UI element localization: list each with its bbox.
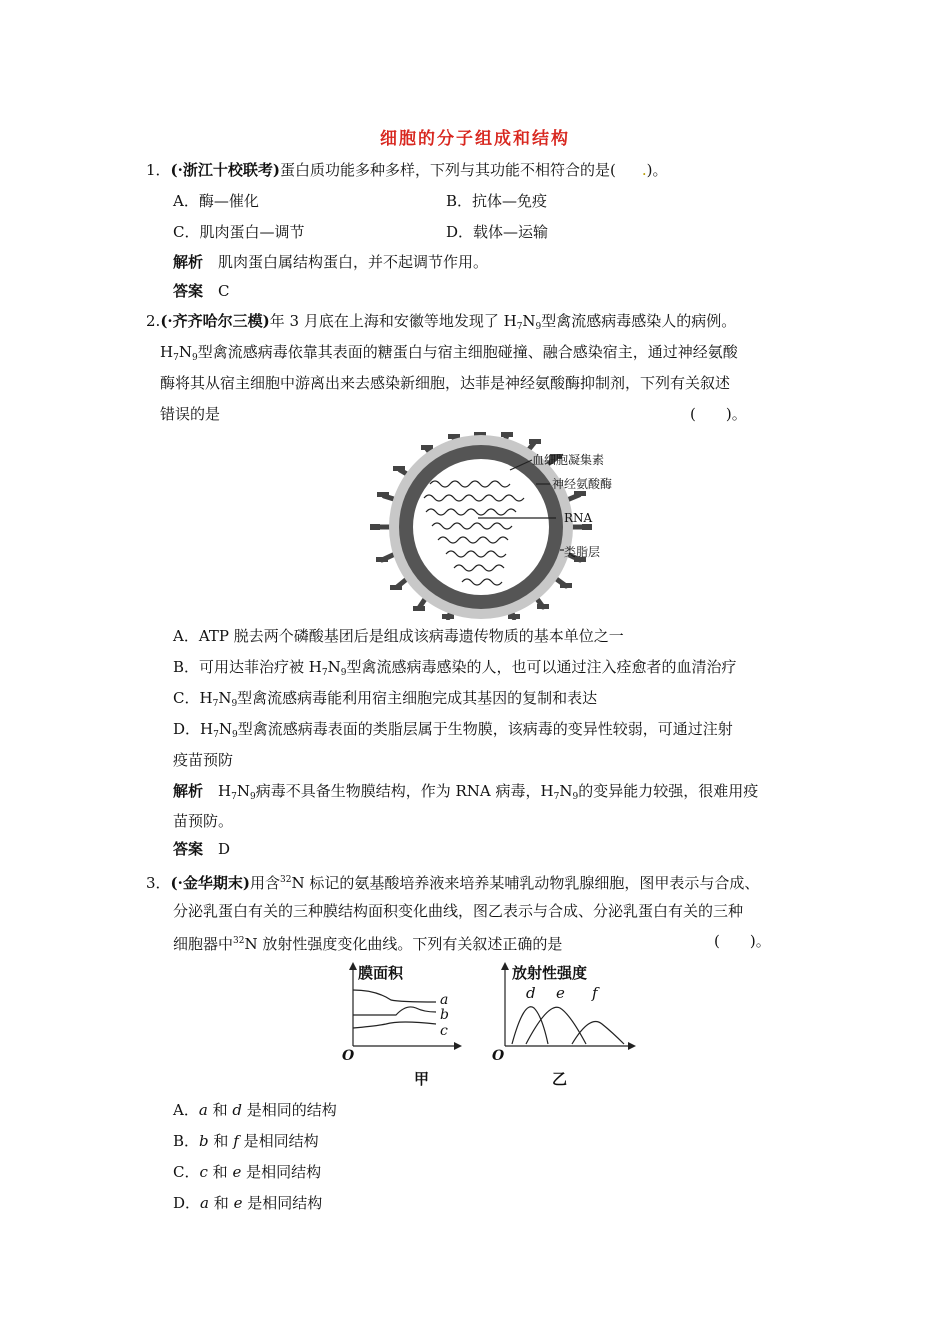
q1-stem: 1．(·浙江十校联考)蛋白质功能多种多样，下列与其功能不相符合的是( .)。 xyxy=(146,161,668,179)
q2-option-a: A．ATP 脱去两个磷酸基团后是组成该病毒遗传物质的基本单位之一 xyxy=(173,627,624,645)
q2-answer: 答案 D xyxy=(173,840,231,858)
label-rna: RNA xyxy=(564,511,593,525)
q2-stem-line2: $H_7N_9$型禽流感病毒依靠其表面的糖蛋白与宿主细胞碰撞、融合感染宿主，通过神经氨酸 xyxy=(160,343,738,363)
label-neuraminidase: 神经氨酸酶 xyxy=(552,477,613,491)
chart-b-label-e: e xyxy=(556,984,565,1002)
chart-radioactivity xyxy=(490,960,650,1090)
chart-b-curve-f xyxy=(572,1022,624,1045)
q3-option-a: A．a 和 d 是相同的结构 xyxy=(173,1101,337,1119)
q2-option-c: C．$H_7N_9$型禽流感病毒能利用宿主细胞完成其基因的复制和表达 xyxy=(173,689,598,709)
q2-stem-line3: 酶将其从宿主细胞中游离出来去感染新细胞，达菲是神经氨酸酶抑制剂，下列有关叙述 xyxy=(160,374,731,392)
q1-number: 1． xyxy=(146,161,171,179)
q3-stem-line3: 细胞器中$^{32}$N 放射性强度变化曲线。下列有关叙述正确的是 xyxy=(173,935,563,953)
chart-a-curve-b xyxy=(353,1007,436,1015)
q1-source: (·浙江十校联考) xyxy=(170,161,280,179)
label-hemagglutinin: 血细胞凝集素 xyxy=(532,453,605,467)
q2-option-d: D．$H_7N_9$型禽流感病毒表面的类脂层属于生物膜，该病毒的变异性较弱，可通过注射 xyxy=(173,720,733,740)
chart-b-x-arrow xyxy=(628,1042,636,1050)
chart-b-label-d: d xyxy=(526,984,536,1002)
q3-option-b: B．b 和 f 是相同结构 xyxy=(173,1132,319,1150)
page-title: 细胞的分子组成和结构 xyxy=(380,129,570,149)
chart-a-x-arrow xyxy=(454,1042,462,1050)
chart-a-y-arrow xyxy=(349,962,357,970)
chart-a-ylabel: 膜面积 xyxy=(358,964,404,982)
q1-dot: . xyxy=(641,161,647,179)
chart-b-curve-d xyxy=(512,1007,548,1044)
q2-analysis-line2: 苗预防。 xyxy=(173,812,234,830)
chart-a-curve-a xyxy=(353,990,436,1002)
q2-analysis: 解析 $H_7N_9$病毒不具备生物膜结构，作为 RNA 病毒，$H_7N_9$的变异能力较强，很难用疫 xyxy=(173,782,759,802)
chart-a-label-a: a xyxy=(440,992,449,1008)
chart-b-label-f: f xyxy=(592,984,598,1002)
q2-option-d-line2: 疫苗预防 xyxy=(173,751,234,769)
q3-blank: ( )。 xyxy=(714,932,771,950)
q3-option-c: C．c 和 e 是相同结构 xyxy=(173,1163,322,1181)
q2-blank: ( )。 xyxy=(690,405,747,423)
label-lipid-layer: 类脂层 xyxy=(564,545,601,559)
q1-option-c: C．肌肉蛋白—调节 xyxy=(173,223,305,241)
q1-answer: 答案 C xyxy=(173,282,230,300)
virus-diagram xyxy=(360,432,640,620)
chart-b-caption: 乙 xyxy=(552,1070,568,1088)
chart-membrane-area xyxy=(336,960,476,1090)
chart-a-label-b: b xyxy=(440,1007,449,1023)
q2-option-b: B．可用达菲治疗被 $H_7N_9$型禽流感病毒感染的人，也可以通过注入痊愈者的血清治疗 xyxy=(173,658,737,678)
q3-stem-line1: 3．(·金华期末)用含$^{32}$N 标记的氨基酸培养液来培养某哺乳动物乳腺细胞，图甲表示与合成、 xyxy=(146,874,760,892)
q3-stem-line2: 分泌乳蛋白有关的三种膜结构面积变化曲线，图乙表示与合成、分泌乳蛋白有关的三种 xyxy=(173,902,744,920)
q1-option-d: D．载体—运输 xyxy=(446,223,549,241)
chart-a-caption: 甲 xyxy=(414,1070,430,1088)
q1-analysis: 解析 肌肉蛋白属结构蛋白，并不起调节作用。 xyxy=(173,253,489,271)
q2-stem-line4: 错误的是 xyxy=(160,405,221,423)
q2-stem-line1: 2.(·齐齐哈尔三模)年 3 月底在上海和安徽等地发现了 $H_7N_9$型禽流感病毒感染人的病例。 xyxy=(146,312,737,332)
q3-option-d: D．a 和 e 是相同结构 xyxy=(173,1194,323,1212)
chart-b-origin: O xyxy=(492,1048,505,1064)
chart-a-label-c: c xyxy=(440,1023,448,1039)
q1-option-a: A．酶—催化 xyxy=(173,192,259,210)
q1-option-b: B．抗体—免疫 xyxy=(446,192,548,210)
chart-b-curve-e xyxy=(526,1007,586,1044)
chart-b-ylabel: 放射性强度 xyxy=(512,964,588,982)
virus-core xyxy=(413,459,549,595)
chart-a-curve-c xyxy=(353,1022,436,1028)
chart-b-y-arrow xyxy=(501,962,509,970)
chart-a-origin: O xyxy=(342,1048,355,1064)
